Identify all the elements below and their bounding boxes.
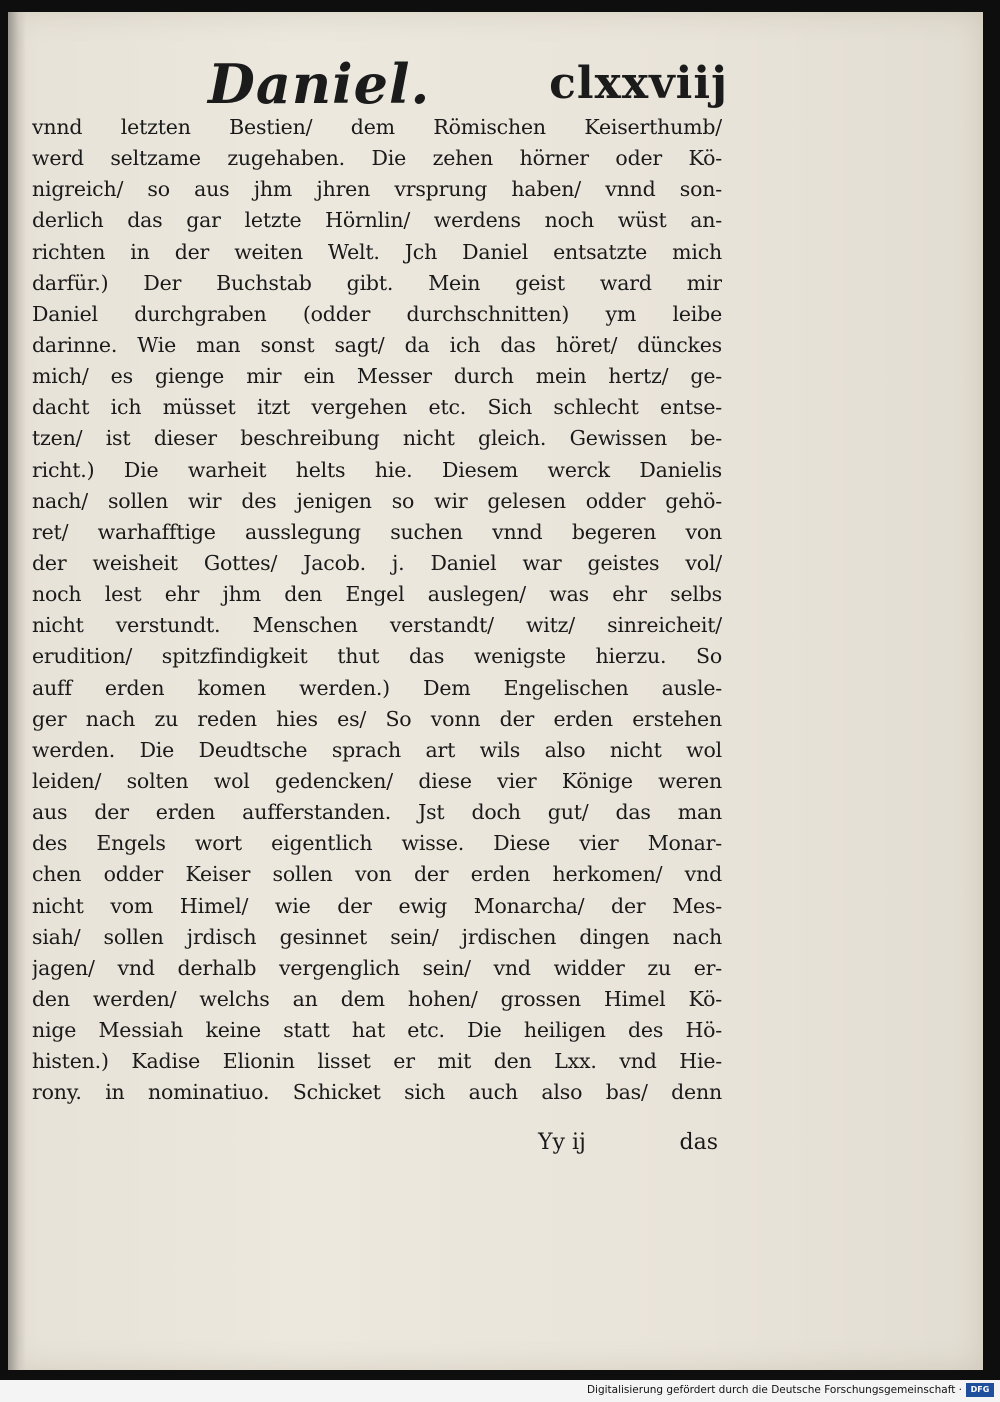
page-gutter bbox=[8, 12, 26, 1370]
signature-mark: Yy ij bbox=[538, 1130, 586, 1155]
folio-number: clxxviij bbox=[549, 58, 728, 109]
text-line: der weisheit Gottes/ Jacob. j. Daniel war geistes vol/ bbox=[32, 550, 722, 575]
text-line: jagen/ vnd derhalb vergenglich sein/ vnd widder zu er- bbox=[32, 955, 722, 980]
text-line: noch lest ehr jhm den Engel auslegen/ was ehr selbs bbox=[32, 582, 722, 607]
text-line: siah/ sollen jrdisch gesinnet sein/ jrdischen dingen nach bbox=[32, 924, 722, 949]
text-line: tzen/ ist dieser beschreibung nicht gleich. Gewissen be- bbox=[32, 426, 722, 451]
funding-credit: Digitalisierung gefördert durch die Deutsche Forschungsgemeinschaft · bbox=[586, 1384, 962, 1396]
dfg-logo-icon[interactable]: DFG bbox=[966, 1383, 994, 1397]
text-line: derlich das gar letzte Hörnlin/ werdens noch wüst an- bbox=[32, 208, 722, 233]
text-line: Daniel durchgraben (odder durchschnitten) ym leibe bbox=[32, 301, 722, 326]
text-line: werd seltzame zugehaben. Die zehen hörner oder Kö- bbox=[32, 146, 722, 171]
text-line: nicht vom Himel/ wie der ewig Monarcha/ der Mes- bbox=[32, 893, 722, 918]
text-line: werden. Die Deudtsche sprach art wils also nicht wol bbox=[32, 737, 722, 762]
text-line: aus der erden aufferstanden. Jst doch gut/ das man bbox=[32, 800, 722, 825]
text-line: darinne. Wie man sonst sagt/ da ich das höret/ dünckes bbox=[32, 332, 722, 357]
text-line: nige Messiah keine statt hat etc. Die heiligen des Hö- bbox=[32, 1018, 722, 1043]
text-line: darfür.) Der Buchstab gibt. Mein geist ward mir bbox=[32, 270, 722, 295]
text-line: mich/ es gienge mir ein Messer durch mein hertz/ ge- bbox=[32, 364, 722, 389]
catchword: das bbox=[679, 1130, 718, 1155]
book-page bbox=[8, 12, 983, 1370]
text-line: nicht verstundt. Menschen verstandt/ witz/ sinreicheit/ bbox=[32, 613, 722, 638]
signature-line bbox=[538, 1130, 718, 1155]
text-line: histen.) Kadise Elionin lisset er mit den Lxx. vnd Hie- bbox=[32, 1049, 722, 1074]
text-line: rony. in nominatiuo. Schicket sich auch also bas/ denn bbox=[32, 1080, 722, 1105]
viewer-footer bbox=[0, 1380, 1000, 1402]
text-line: auff erden komen werden.) Dem Engelischen ausle- bbox=[32, 675, 722, 700]
text-line: leiden/ solten wol gedencken/ diese vier Könige weren bbox=[32, 768, 722, 793]
text-line: den werden/ welchs an dem hohen/ grossen Himel Kö- bbox=[32, 986, 722, 1011]
text-line: dacht ich müsset itzt vergehen etc. Sich schlecht entse- bbox=[32, 395, 722, 420]
text-line: ger nach zu reden hies es/ So vonn der erden erstehen bbox=[32, 706, 722, 731]
text-line: erudition/ spitzfindigkeit thut das wenigste hierzu. So bbox=[32, 644, 722, 669]
text-line: ret/ warhafftige ausslegung suchen vnnd begeren von bbox=[32, 519, 722, 544]
text-line: nach/ sollen wir des jenigen so wir gelesen odder gehö- bbox=[32, 488, 722, 513]
body-text bbox=[32, 112, 722, 1109]
text-line: richt.) Die warheit helts hie. Diesem werck Danielis bbox=[32, 457, 722, 482]
running-head-title: Daniel. bbox=[208, 52, 431, 116]
text-line: des Engels wort eigentlich wisse. Diese vier Monar- bbox=[32, 831, 722, 856]
text-line: vnnd letzten Bestien/ dem Römischen Keiserthumb/ bbox=[32, 115, 722, 139]
text-line: chen odder Keiser sollen von der erden herkomen/ vnd bbox=[32, 862, 722, 887]
text-line: nigreich/ so aus jhm jhren vrsprung haben/ vnnd son- bbox=[32, 177, 722, 202]
text-line: richten in der weiten Welt. Jch Daniel entsatzte mich bbox=[32, 239, 722, 264]
